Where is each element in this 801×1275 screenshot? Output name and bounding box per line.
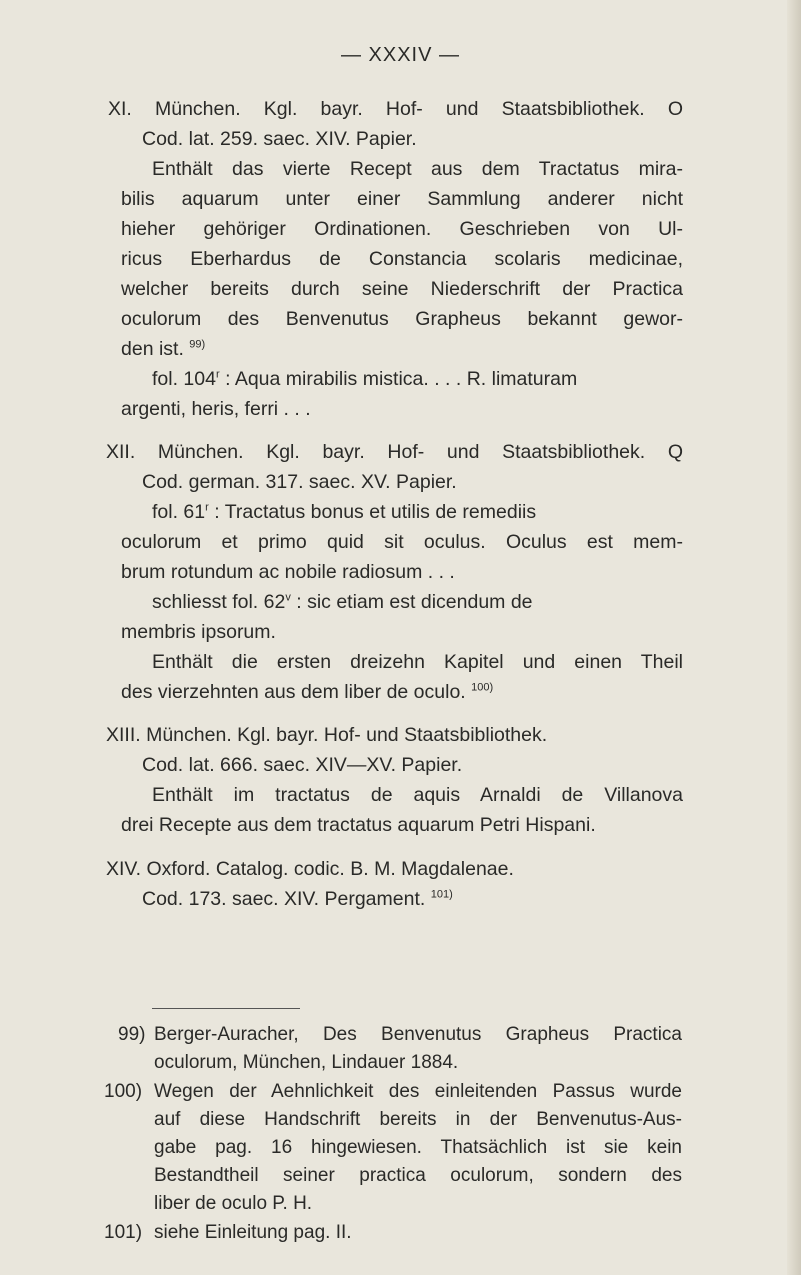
footnote-number: 100) bbox=[104, 1081, 143, 1102]
text-line: membris ipsorum. bbox=[121, 621, 276, 643]
text-line: oculorum des Benvenutus Grapheus bekannt gewor- bbox=[121, 308, 683, 330]
text-fragment: : Aqua mirabilis mistica. . . . R. limaturam bbox=[225, 368, 578, 390]
footnote-ref: 100) bbox=[471, 681, 494, 694]
recto-mark: r bbox=[205, 501, 209, 514]
entry-codex bbox=[142, 888, 801, 911]
footnote-rule bbox=[152, 1008, 300, 1009]
footnote-text: Wegen der Aehnlichkeit des einleitenden Passus wurde bbox=[154, 1081, 682, 1102]
footnote-text: oculorum, München, Lindauer 1884. bbox=[154, 1052, 459, 1073]
footnote-text: siehe Einleitung pag. II. bbox=[154, 1222, 352, 1243]
entry-title: XIII. München. Kgl. bayr. Hof- und Staatsbibliothek. bbox=[106, 724, 548, 746]
text-line bbox=[152, 368, 801, 391]
entry-title: XI. München. Kgl. bayr. Hof- und Staatsbibliothek. O bbox=[108, 98, 683, 120]
text-line: oculorum et primo quid sit oculus. Oculus est mem- bbox=[121, 531, 683, 553]
text-line: bilis aquarum unter einer Sammlung anderer nicht bbox=[121, 188, 683, 210]
text-line bbox=[152, 501, 683, 524]
text-line: welcher bereits durch seine Niederschrift der Practica bbox=[121, 278, 683, 300]
entry-title: XII. München. Kgl. bayr. Hof- und Staatsbibliothek. Q bbox=[106, 441, 683, 463]
text-line: argenti, heris, ferri . . . bbox=[121, 398, 311, 420]
text-fragment: Cod. 173. saec. XIV. Pergament. bbox=[142, 888, 426, 910]
text-line: hieher gehöriger Ordinationen. Geschrieben von Ul- bbox=[121, 218, 683, 240]
footnote-ref: 99) bbox=[189, 338, 206, 351]
text-line: Enthält im tractatus de aquis Arnaldi de Villanova bbox=[152, 784, 683, 806]
text-line: Enthält die ersten dreizehn Kapitel und einen Theil bbox=[152, 651, 683, 673]
footnote-text: auf diese Handschrift bereits in der Benvenutus-Aus- bbox=[154, 1109, 682, 1130]
text-line: ricus Eberhardus de Constancia scolaris medicinae, bbox=[121, 248, 683, 270]
footnote-text: liber de oculo P. H. bbox=[154, 1193, 313, 1214]
footnote-number: 99) bbox=[118, 1024, 146, 1045]
footnote-text: gabe pag. 16 hingewiesen. Thatsächlich ist sie kein bbox=[154, 1137, 682, 1158]
text-line: Enthält das vierte Recept aus dem Tractatus mira- bbox=[152, 158, 683, 180]
footnote-text: Bestandtheil seiner practica oculorum, sondern des bbox=[154, 1165, 682, 1186]
text-line bbox=[121, 681, 801, 704]
entry-codex: Cod. lat. 259. saec. XIV. Papier. bbox=[142, 128, 417, 150]
text-line: brum rotundum ac nobile radiosum . . . bbox=[121, 561, 455, 583]
text-fragment: : sic etiam est dicendum de bbox=[296, 591, 533, 613]
entry-codex: Cod. lat. 666. saec. XIV—XV. Papier. bbox=[142, 754, 463, 776]
text-line bbox=[152, 591, 801, 614]
text-fragment: schliesst fol. 62 bbox=[152, 591, 286, 613]
verso-mark: v bbox=[285, 591, 291, 604]
text-line bbox=[121, 338, 801, 361]
text-fragment: : Tractatus bonus et utilis de remediis bbox=[214, 501, 537, 523]
text-fragment: fol. 104 bbox=[152, 368, 216, 390]
text-line: drei Recepte aus dem tractatus aquarum Petri Hispani. bbox=[121, 814, 596, 836]
text-fragment: den ist. bbox=[121, 338, 184, 360]
text-fragment: des vierzehnten aus dem liber de oculo. bbox=[121, 681, 466, 703]
recto-mark: r bbox=[215, 368, 220, 381]
footnote-number: 101) bbox=[104, 1222, 143, 1243]
footnote-text: Berger-Auracher, Des Benvenutus Grapheus Practica bbox=[154, 1024, 682, 1045]
entry-codex: Cod. german. 317. saec. XV. Papier. bbox=[142, 471, 457, 493]
footnote-ref: 101) bbox=[430, 888, 453, 901]
page-header: — XXXIV — bbox=[340, 44, 461, 66]
text-fragment: fol. 61 bbox=[152, 501, 206, 523]
entry-title: XIV. Oxford. Catalog. codic. B. M. Magdalenae. bbox=[106, 858, 514, 880]
